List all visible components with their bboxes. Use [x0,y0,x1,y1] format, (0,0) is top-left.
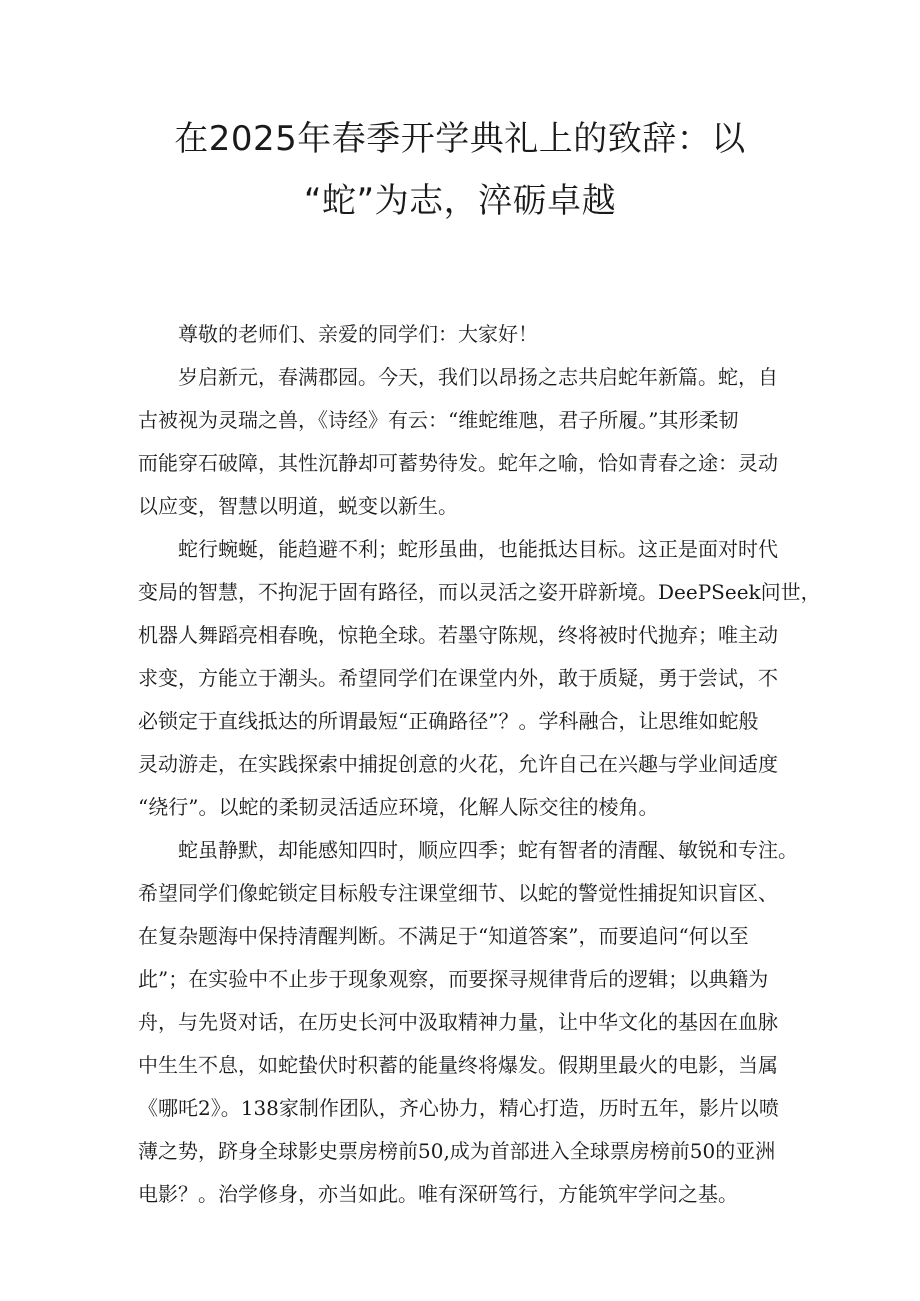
paragraph-1 [138,356,786,528]
paragraph-2 [138,528,821,829]
text-line: 薄之势，跻身全球影史票房榜前50,成为首部进入全球票房榜前50的亚洲 [138,1139,776,1163]
text-line: 以应变，智慧以明道，蜕变以新生。 [138,494,458,518]
text-line: 机器人舞蹈亮相春晚，惊艳全球。若墨守陈规，终将被时代抛弃；唯主动 [138,623,778,647]
paragraph-3 [138,829,798,1216]
document-body [138,313,821,1216]
text-line: 蛇虽静默，却能感知四时，顺应四季；蛇有智者的清醒、敏锐和专注。 [178,838,798,862]
text-line: 岁启新元，春满郡园。今天，我们以昂扬之志共启蛇年新篇。蛇，自 [178,365,778,389]
text-line: 变局的智慧，不拘泥于固有路径，而以灵活之姿开辟新境。DeePSeek问世， [138,580,821,604]
text-line: 尊敬的老师们、亲爱的同学们：大家好！ [178,322,538,346]
text-line: 此”；在实验中不止步于现象观察，而要探寻规律背后的逻辑；以典籍为 [138,967,769,991]
text-line: 古被视为灵瑞之兽，《诗经》有云：“维蛇维虺，君子所履。”其形柔韧 [138,408,739,432]
text-line: 希望同学们像蛇锁定目标般专注课堂细节、以蛇的警觉性捕捉知识盲区、 [138,881,778,905]
document-title [140,108,780,232]
text-line: “绕行”。以蛇的柔韧灵活适应环境，化解人际交往的棱角。 [138,795,659,819]
text-line: 在复杂题海中保持清醒判断。不满足于“知道答案”，而要追问“何以至 [138,924,749,948]
paragraph-greeting [138,313,786,356]
text-line: 灵动游走，在实践探索中捕捉创意的火花，允许自己在兴趣与学业间适度 [138,752,778,776]
text-line: 电影？。治学修身，亦当如此。唯有深研笃行，方能筑牢学问之基。 [138,1182,738,1206]
text-line: 必锁定于直线抵达的所谓最短“正确路径”？。学科融合，让思维如蛇般 [138,709,759,733]
title-line-2: “蛇”为志，淬砺卓越 [303,181,617,221]
text-line: 蛇行蜿蜒，能趋避不利；蛇形虽曲，也能抵达目标。这正是面对时代 [178,537,778,561]
text-line: 而能穿石破障，其性沉静却可蓄势待发。蛇年之喻，恰如青春之途：灵动 [138,451,778,475]
text-line: 求变，方能立于潮头。希望同学们在课堂内外，敢于质疑，勇于尝试，不 [138,666,778,690]
title-line-1: 在2025年春季开学典礼上的致辞：以 [174,119,746,159]
text-line: 《哪吒2》。138家制作团队，齐心协力，精心打造，历时五年，影片以喷 [138,1096,779,1120]
text-line: 舟，与先贤对话，在历史长河中汲取精神力量，让中华文化的基因在血脉 [138,1010,778,1034]
text-line: 中生生不息，如蛇蛰伏时积蓄的能量终将爆发。假期里最火的电影，当属 [138,1053,778,1077]
